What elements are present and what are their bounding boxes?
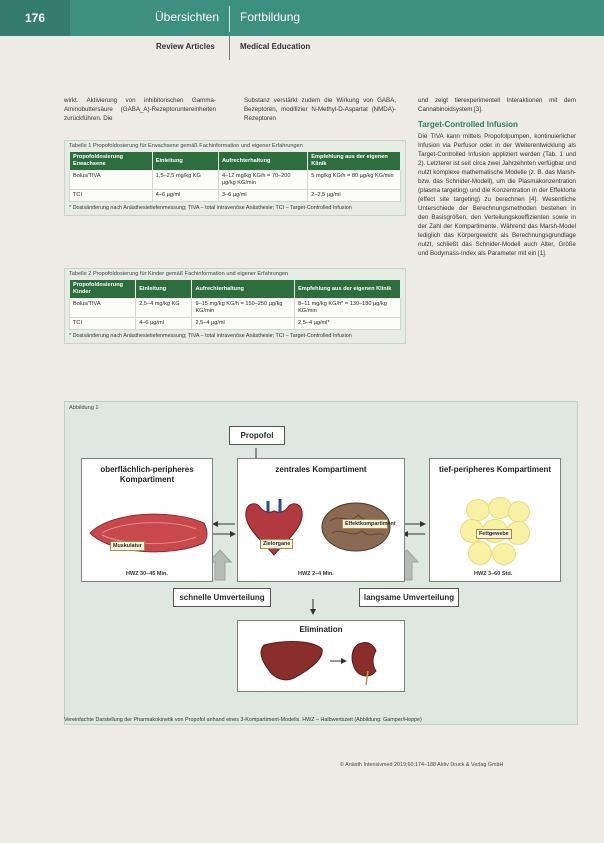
table-1-footnote: * Dosisänderung nach Anästhesietiefenmessung; TIVA – total intravenöse Anästhesie; TCI – Target-Controlled Infusion [69,205,352,211]
subheader-divider [229,36,230,60]
column-1-text: wirkt. Aktivierung von inhibitorischen Gamma-Aminobuttersäure (GABA_A)-Rezeptoruntereinheiten zurückführen. Die [64,97,216,122]
table-2-grid [69,279,401,330]
page-header [0,0,604,36]
table-cell: 8–11 mg/kg KG/h* = 130–180 µg/kg KG/min [295,299,401,318]
compartment-central-title: zentrales Kompartiment [275,465,367,474]
compartment-superficial [81,458,213,582]
heart-brain-illustration [238,497,402,567]
table-row [70,318,401,330]
table-cell: 2,5–4 mg/kg KG [136,299,192,318]
table-header-row [70,280,401,299]
table-row [70,299,401,318]
figure-label: Abbildung 1 [69,405,99,411]
compartment-deep-title: tief-peripheres Kompartiment [438,465,552,474]
muscle-tag: Muskulatur [110,541,145,551]
table-2 [64,268,406,344]
table-cell: 4–12 mg/kg KG/h = 70–200 µg/kg KG/min [218,171,307,190]
muscle-illustration [82,503,210,563]
table-header-cell: Einleitung [136,280,192,299]
table-header-cell: Aufrechterhaltung [192,280,295,299]
compartment-superficial-title: oberflächlich-peripheres Kompartiment [100,465,194,484]
table-header-row [70,152,401,171]
table-cell: 2,5–4 µg/ml* [295,318,401,330]
subheader-right: Medical Education [240,42,311,51]
table-header-cell: Propofoldosierung Erwachsene [70,152,153,171]
column-3 [418,96,576,396]
table-header-cell: Propofoldosierung Kinder [70,280,136,299]
hwz-central: HWZ 2–4 Min. [298,571,334,577]
copyright: © Anästh Intensivmed 2019;60:174–188 Aktiv Druck & Verlag GmbH [340,762,504,768]
table-1 [64,140,406,216]
table-cell: TCI [70,318,136,330]
table-cell: 9–15 mg/kg KG/h = 150–250 µg/kg KG/min [192,299,295,318]
section-heading: Target-Controlled Infusion [418,120,518,129]
page-number: 176 [0,0,70,36]
table-row [70,190,401,202]
target-organ-tag: Zielorgane [260,539,293,549]
fast-distribution-label: schnelle Umverteilung [173,588,271,607]
hwz-deep: HWZ 3–60 Std. [474,571,513,577]
table-row [70,171,401,190]
table-cell: 5 mg/kg KG/h = 80 µg/kg KG/min [308,171,401,190]
figure-1 [64,401,578,725]
header-divider [229,6,230,32]
fat-tissue-tag: Fettgewebe [476,529,512,539]
section-right: Fortbildung [240,10,301,24]
table-1-caption: Tabelle 1 Propofoldosierung für Erwachsene gemäß Fachinformation und eigener Erfahrungen [69,143,303,149]
table-cell: 2–2,5 µg/ml [308,190,401,202]
compartment-deep [429,458,561,582]
hwz-superficial: HWZ 30–45 Min. [126,571,168,577]
column-1 [64,96,216,132]
figure-caption: Vereinfachte Darstellung der Pharmakokinetik von Propofol anhand eines 3-Kompartiment-Modells. HWZ – Halbwertszeit (Abbildung: Gamper/Hoppe) [64,717,422,723]
propofol-label: Propofol [229,426,285,445]
table-cell: 4–6 µg/ml [152,190,218,202]
table-cell: Bolus/TIVA [70,299,136,318]
table-header-cell: Empfehlung aus der eigenen Klinik [295,280,401,299]
compartment-central [237,458,405,582]
table-cell: 2,5–4 µg/ml [192,318,295,330]
table-cell: 3–6 µg/ml [218,190,307,202]
liver-icon [261,642,322,680]
table-cell: 1,5–2,5 mg/kg KG [152,171,218,190]
table-cell: 4–6 µg/ml [136,318,192,330]
section-left: Übersichten [155,10,220,24]
subheader-left: Review Articles [156,42,215,51]
table-2-footnote: * Dosisänderung nach Anästhesietiefenmessung; TIVA – total intravenöse Anästhesie; TCI – Target-Controlled Infusion [69,333,352,339]
liver-kidney-illustration [238,635,402,689]
table-1-grid [69,151,401,202]
table-cell: TCI [70,190,153,202]
column-2-text: Substanz verstärkt zudem die Wirkung von GABA, Bezeptoren, modifizier N-Methyl-D-Aspartat (NMDA)-Rezeptoren [244,97,396,122]
table-header-cell: Empfehlung aus der eigenen Klinik [308,152,401,171]
elimination-title: Elimination [299,625,343,634]
effect-site-tag: Effektkompartiment [342,519,388,529]
slow-distribution-label: langsame Umverteilung [359,588,459,607]
column-3-body: Die TIVA kann mittels Propofolpumpen, kontinuierlicher Infusion via Perfusor oder in der Weiterentwicklung als Target-Controlled Infusion appliziert werden (Tab. 1 und 2). Letzterer ist seit circa zwei Jahrzehnten verfügbar und nutzt komplexe mathematische Modelle (z. B. das Marsh- bzw. das Schnider-Modell), um die Plasmakonzentration (plasma targeting) und die Konzentration in der Effektorte (effect site targeting) zu berechnen [4]. Wesentliche Unterschiede der Berechnungsmethoden bestehen in den Basisgrößen, den Verteilungskoeffizienten sowie in der Zahl der Kompartimente. Während das Marsh-Model lediglich das Körpergewicht als Berechnungsgrundlage nutzt, schließt das Schnider-Modell auch Alter, Größe und Bodymass-Index als Parameter mit ein [1]. [418,133,576,257]
column-3-intro: und zeigt tierexperimentell Interaktionen mit dem Cannabinoidsystem [3]. [418,97,576,113]
table-cell: Bolus/TIVA [70,171,153,190]
elimination-box [237,620,405,692]
table-header-cell: Einleitung [152,152,218,171]
table-header-cell: Aufrechterhaltung [218,152,307,171]
table-2-caption: Tabelle 2 Propofoldosierung für Kinder gemäß Fachinformation und eigener Erfahrungen [69,271,289,277]
column-2 [244,96,396,132]
kidney-icon [352,642,376,675]
